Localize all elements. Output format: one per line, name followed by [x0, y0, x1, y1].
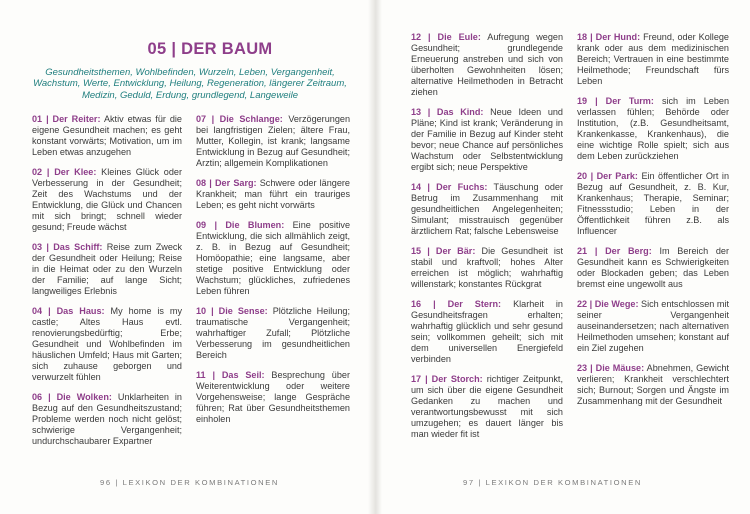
footer-left: 96 | LEXIKON DER KOMBINATIONEN — [100, 478, 279, 487]
entry-text: Im Bereich der Gesundheit kann es Schwierigkeiten oder Blockaden geben; das Leben bremst eine ungewollt aus — [577, 246, 730, 290]
entry-text: Sich entschlossen mit seiner Vergangenheit auseinandersetzen; nach alternativen Heilmethoden umsehen; konstant auf ein Ziel zugehen — [577, 299, 729, 354]
combination-entry — [32, 114, 182, 158]
entry-heading: 16 | Der Stern: — [411, 299, 502, 310]
entry-text: Aufregung wegen Gesundheit; grundlegende Erneuerung anstreben und sich von überholten Gewohnheiten lösen; alternative Heilmethoden in Betracht ziehen — [411, 32, 563, 98]
entry-text: Eine positive Entwicklung, die sich allmählich zeigt, z. B. in Bezug auf Gesundheit; Homöopathie; eine langsame, aber stetige positive Entwicklung oder Wachstum; glückliches, zufriedenes Leben führen — [196, 219, 350, 297]
entry-heading: 19 | Der Turm: — [577, 96, 654, 107]
entry-heading: 15 | Der Bär: — [411, 246, 476, 257]
entry-text: richtiger Zeitpunkt, um sich über die eigene Gesundheit Gedanken zu machen und verantwortungsbewusst mit sich umzugehen; es dauert länger bis man wieder fit ist — [411, 374, 563, 440]
entry-heading: 03 | Das Schiff: — [32, 242, 103, 253]
entry-heading: 18 | Der Hund: — [577, 32, 641, 42]
combination-entry — [577, 171, 729, 237]
combination-entry — [196, 178, 350, 211]
entry-text: Unklarheiten in Bezug auf den Gesundheitszustand; Probleme werden noch nicht gelöst; schwierige Vergangenheit; undurchschaubarer Expartner — [32, 392, 182, 447]
entry-heading: 06 | Die Wolken: — [32, 392, 112, 403]
combination-entry — [196, 220, 350, 297]
entry-text: Freund, oder Kollege krank oder aus dem medizinischen Bereich; Vertrauen in eine bestimmte Heilmethode; Freundschaft fürs Leben — [577, 32, 729, 87]
entry-heading: 08 | Der Sarg: — [196, 178, 257, 189]
entry-text: Schwere oder längere Krankheit; man führt ein trauriges Leben; es geht nicht vorwärts — [196, 178, 350, 211]
entry-text: sich im Leben verlassen fühlen; Behörde oder Institution, (z.B. Gesundheitsamt, Krankenkasse, Krankenhaus), die eine wichtige Rolle spielt; sich aus dem Leben zurückziehen — [577, 96, 729, 162]
entry-text: Die Gesundheit ist stabil und kraftvoll; hohes Alter erreichen ist möglich; wahrhaftig willenstark; konstantes Rückgrat — [411, 246, 563, 290]
entry-heading: 01 | Der Reiter: — [32, 114, 101, 124]
combination-entry — [577, 246, 729, 290]
entry-heading: 12 | Die Eule: — [411, 32, 481, 42]
entry-text: Neue Ideen und Pläne; Kind ist krank; Veränderung in der Familie in Bezug auf Kinder steht bevor; neue Chance auf persönliches Wachstum oder Selbstentwicklung ergibt sich; neue Perspektive — [411, 107, 563, 173]
entry-column-4 — [577, 32, 729, 416]
combination-entry — [411, 182, 563, 237]
combination-entry — [32, 167, 182, 233]
entry-heading: 07 | Die Schlange: — [196, 114, 283, 124]
chapter-keywords: Gesundheitsthemen, Wohlbefinden, Wurzeln, Leben, Vergangenheit, Wachstum, Werte, Entwicklung, Heilung, Regeneration, längerer Zeitraum, Medizin, Geduld, Erdung, grundlegend, Langeweile — [33, 67, 347, 101]
entry-text: Plötzliche Heilung; traumatische Vergangenheit; wahrhaftiger Zufall; Plötzliche Verbesserung im gesundheitlichen Bereich — [196, 306, 351, 361]
entry-heading: 14 | Der Fuchs: — [411, 182, 488, 193]
entry-heading: 02 | Der Klee: — [32, 166, 97, 177]
combination-entry — [32, 306, 182, 383]
combination-entry — [411, 246, 563, 290]
combination-entry — [196, 370, 350, 425]
combination-entry — [32, 242, 182, 297]
combination-entry — [411, 32, 563, 98]
entry-text: Ein öffentlicher Ort in Bezug auf Gesundheit, z. B. Kur, Krankenhaus; Therapie, Seminar; Fitnessstudio; Leben in der Öffentlichkeit führen z.B. als Influencer — [577, 171, 729, 237]
chapter-title: 05 | DER BAUM — [147, 40, 273, 58]
entry-column-1 — [32, 114, 182, 456]
entry-heading: 22 | Die Wege: — [577, 299, 639, 310]
entry-text: Aktiv etwas für die eigene Gesundheit machen; es geht konstant vorwärts; Motivation, um im Leben etwas anzugehen — [32, 114, 182, 158]
combination-entry — [196, 306, 350, 361]
entry-heading: 10 | Die Sense: — [196, 306, 268, 317]
entry-column-2 — [196, 114, 350, 434]
entry-text: My home is my castle; Altes Haus evtl. renovierungsbedürftig; Erbe; Gesundheit und Wohlbefinden im häuslichen Umfeld; Haus mit Garten; sich zuhause geborgen und verwurzelt fühlen — [32, 306, 183, 383]
entry-heading: 23 | Die Mäuse: — [577, 363, 645, 374]
entry-heading: 11 | Das Seil: — [196, 370, 265, 381]
entry-text: Besprechung über Weiterentwicklung oder weitere Vorgehensweise; lange Gespräche führen; Rat über Gesundheitsthemen einholen — [196, 370, 351, 425]
combination-entry — [32, 392, 182, 447]
combination-entry — [577, 96, 729, 162]
entry-text: Täuschung oder Betrug im Zusammenhang mit gesundheitlichen Angelegenheiten; Simulant; misstrauisch gegenüber ärztlichem Rat; falsche Lebensweise — [411, 182, 563, 237]
footer-right: 97 | LEXIKON DER KOMBINATIONEN — [463, 478, 642, 487]
entry-heading: 13 | Das Kind: — [411, 107, 484, 118]
entry-column-3 — [411, 32, 563, 449]
combination-entry — [577, 363, 729, 407]
entry-heading: 04 | Das Haus: — [32, 306, 105, 317]
entry-heading: 20 | Der Park: — [577, 171, 638, 182]
entry-text: Abnehmen, Gewicht verlieren; Krankheit verschlechtert sich; Burnout; Sorgen und Ängste im Zusammenhang mit der Gesundheit — [577, 363, 729, 407]
book-gutter — [368, 0, 382, 514]
entry-text: Klarheit in Gesundheitsfragen erhalten; wahrhaftig glücklich und sehr gesund sein; vollkommen geheilt; sich mit dem universellen Energiefeld verbinden — [411, 299, 563, 365]
combination-entry — [577, 299, 729, 354]
combination-entry — [411, 299, 563, 365]
combination-entry — [411, 107, 563, 173]
combination-entry — [196, 114, 350, 169]
entry-heading: 17 | Der Storch: — [411, 374, 483, 385]
entry-text: Reise zum Zweck der Gesundheit oder Heilung; Reise in die Heimat oder zu den Wurzeln der Familie; auf lange Sicht; langweiliges Erlebnis — [32, 242, 182, 297]
entry-heading: 21 | Der Berg: — [577, 246, 652, 257]
entry-heading: 09 | Die Blumen: — [196, 219, 285, 230]
entry-text: Verzögerungen bei langfristigen Zielen; ältere Frau, Mutter, Kollegin, ist krank; langsame Entwicklung in Bezug auf Gesundheit; Arztin; allgemein Komplikationen — [196, 114, 350, 169]
combination-entry — [577, 32, 729, 87]
entry-text: Kleines Glück oder Verbesserung in der Gesundheit; Zeit des Wachstums und der Entwicklung, die Glück und Chancen mit sich bringt; schnell wieder gesund; Freude wächst — [32, 166, 182, 233]
combination-entry — [411, 374, 563, 440]
